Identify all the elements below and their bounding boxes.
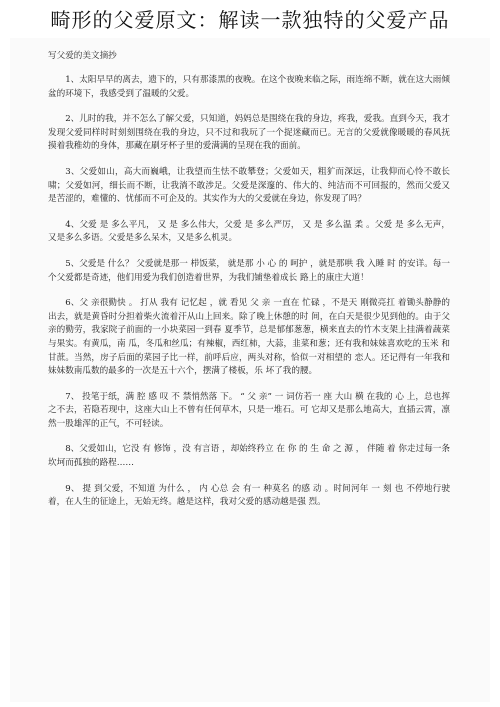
paragraph-5: 5、父爱是 什么？ 父爱就是那一 栉饭菜， 就是那 小 心 的 呵护 ，就是那哄 我 入睡 时 的安详。每一个父爱都是奇迹，他们用爱为我们创造着世界，为我们铺垫着成长 路上的康庄大道！ <box>48 258 450 283</box>
paragraph-9: 9、 提 到父爱，不知道 为什么 ， 内 心总 会 有一 种莫名 的感 动 。时间河年 一 刻 也 不停地行驶着，在人生的征途上，无始无终。越是这样，我对父爱的感动越是强 烈。 <box>48 483 450 508</box>
paragraph-7: 7、 投笔于纸，满 腔 感 叹 不 禁悄然落 下。 “ 父 亲” 一 词仿若一 座 大山 横 在我的 心 上，总也挥之不去，若隐若现中，这座大山上不曾有任何草木，只是一堆石。可 它却又是那么地高大，直插云霄，凛然一股雄浑的正气，不可轻读。 <box>48 391 450 429</box>
document-title: 写父爱的美文摘抄 <box>48 51 117 61</box>
paragraph-1: 1、太阳早早的离去，遗下的，只有那漆黑的夜晚。在这个夜晚来临之际，雨连绵不断，就在这大雨倾盆的环境下，我感受到了温暖的父爱。 <box>48 75 450 99</box>
paragraph-6: 6、父 亲很勤快 。 打从 我有 记忆起 ，就 看见 父 亲 一直在 忙碌 ，不是天 刚微亮扛 着锄头静静的出去，就是黄昏时分担着柴火流着汗从山上回来。除了晚上休憩的时 间，在白天是很少见到他的。由于父亲的勤劳，我家院子前面的一小块菜园一到春 夏季节，总是郁郁葱葱，横来直去的竹木支架上挂满着蔬菜与果实。有黄瓜，南 瓜，冬瓜和丝瓜；有辣椒，西红柿，大蒜，韭菜和葱；还有我和妹妹喜欢吃的玉米 和甘蔗。当然，房子后面的菜园子比一样，前呼后应，两头对称，恰似一对相望的 恋人。还记得有一年我和妹妹数南瓜数的最多的一次是五十六个，摆满了楼板，乐 坏了我的腰。 <box>48 298 450 377</box>
document-scan <box>10 38 490 702</box>
paragraph-4: 4、父爱 是 多么平凡， 又 是 多么伟大，父爱 是 多么严厉， 又 是 多么温 柔 。父爱 是 多么无声，又是多么多语。父爱是多么呆木，又是多么机灵。 <box>48 219 450 244</box>
paragraph-2: 2、儿时的我，并不怎么了解父爱，只知道，妈妈总是围绕在我的身边，疼我，爱我。直到今天，我才发现父爱同样时时刻刻围绕在我的身边，只不过和我玩了一个捉迷藏而已。无言的父爱就像暖暖的春风抚摸着我稚幼的身体，那藏在刷牙杯子里的爱满满的呈现在我的面前。 <box>48 114 450 152</box>
paragraph-8: 8、父爱如山，它没 有 修饰 ，没 有言语 ，却始终矜立 在 你 的 生 命 之 源 ， 伴随 着 你走过每一条坎坷而孤独的路程…… <box>48 444 450 469</box>
paragraph-3: 3、父爱如山，高大而巍峨，让我望而生怯不敢攀登；父爱如天，粗犷而深远，让我仰而心怜不敢长啸；父爱如河，细长而不断，让我淌不敢涉足。父爱是深邃的、伟大的、纯洁而不可回报的，然而父爱又是苦涩的，难懂的、忧郁而不可企及的。其实作为大的父爱就在身边，你发现了吗？ <box>48 166 450 205</box>
page-heading: 畸形的父爱原文：解读一款独特的父爱产品 <box>50 8 450 32</box>
